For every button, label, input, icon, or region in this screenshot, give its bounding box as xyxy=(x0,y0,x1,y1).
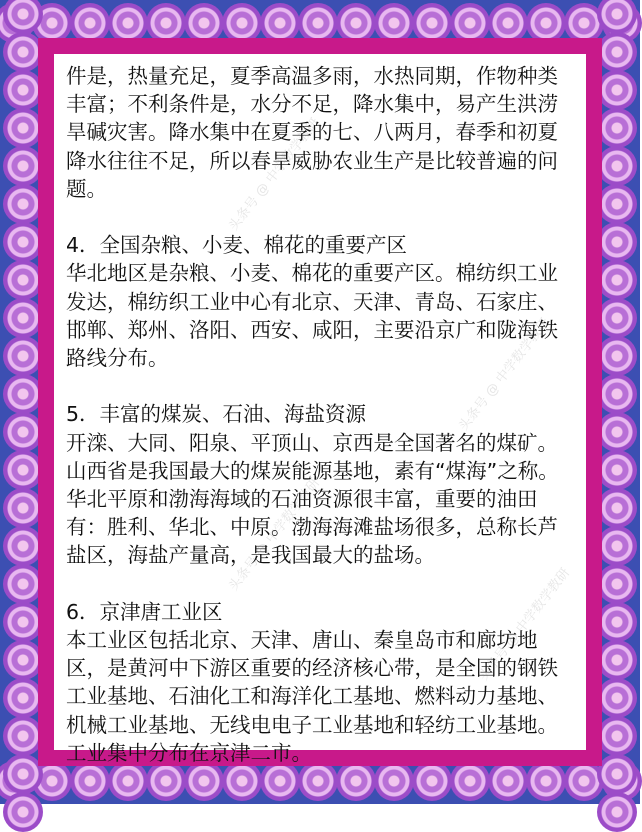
swirl-ornament xyxy=(3,146,43,186)
swirl-ornament xyxy=(597,488,637,528)
swirl-ornament xyxy=(3,70,43,110)
swirl-ornament xyxy=(412,3,452,43)
swirl-ornament xyxy=(3,108,43,148)
swirl-ornament xyxy=(597,564,637,604)
article-content xyxy=(66,62,578,767)
swirl-ornament xyxy=(597,260,637,300)
swirl-ornament xyxy=(3,450,43,490)
swirl-ornament xyxy=(450,3,490,43)
swirl-ornament xyxy=(3,298,43,338)
watermark: 头条号 @ 中学数学教研 xyxy=(476,565,574,684)
swirl-ornament xyxy=(597,108,637,148)
swirl-ornament xyxy=(597,450,637,490)
swirl-ornament xyxy=(597,526,637,566)
swirl-ornament xyxy=(222,3,262,43)
watermark: 头条号 @ 中学数学教研 xyxy=(456,315,554,434)
watermark: 头条号 @ 中学数学教研 xyxy=(226,115,324,234)
swirl-ornament xyxy=(597,222,637,262)
swirl-ornament xyxy=(298,3,338,43)
swirl-ornament xyxy=(3,184,43,224)
swirl-ornament xyxy=(3,716,43,756)
swirl-ornament xyxy=(597,374,637,414)
swirl-ornament xyxy=(184,3,224,43)
swirl-ornament xyxy=(3,374,43,414)
section-heading: 4．全国杂粮、小麦、棉花的重要产区 xyxy=(66,233,408,258)
swirl-ornament xyxy=(597,0,637,34)
swirl-ornament xyxy=(597,754,637,794)
swirl-ornament xyxy=(3,412,43,452)
swirl-ornament xyxy=(3,32,43,72)
swirl-ornament xyxy=(3,0,43,34)
section-body: 开滦、大同、阳泉、平顶山、京西是全国著名的煤矿。山西省是我国最大的煤炭能源基地，素有“煤海”之称。华北平原和渤海海域的石油资源很丰富，重要的油田有：胜利、华北、中原。渤海海滩盐场很多，总称长芦盐区，海盐产量高，是我国最大的盐场。 xyxy=(66,430,559,568)
swirl-ornament xyxy=(526,3,566,43)
swirl-ornament xyxy=(3,564,43,604)
swirl-ornament xyxy=(70,3,110,43)
swirl-ornament xyxy=(146,3,186,43)
section-body: 本工业区包括北京、天津、唐山、秦皇岛市和廊坊地区，是黄河中下游区重要的经济核心带，是全国的钢铁工业基地、石油化工和海洋化工基地、燃料动力基地、机械工业基地、无线电电子工业基地和轻纺工业基地。工业集中分布在京津二市。 xyxy=(66,628,558,765)
swirl-ornament xyxy=(597,412,637,452)
swirl-ornament xyxy=(597,184,637,224)
watermark: 头条号 @ 中学数学教研 xyxy=(226,475,324,594)
swirl-ornament xyxy=(3,640,43,680)
swirl-ornament xyxy=(3,526,43,566)
swirl-ornament xyxy=(597,336,637,376)
swirl-ornament xyxy=(597,146,637,186)
swirl-ornament xyxy=(3,488,43,528)
swirl-ornament xyxy=(597,602,637,642)
swirl-ornament xyxy=(374,3,414,43)
swirl-ornament xyxy=(336,3,376,43)
swirl-ornament xyxy=(597,716,637,756)
swirl-ornament xyxy=(597,640,637,680)
section-heading: 6．京津唐工业区 xyxy=(66,599,223,624)
swirl-ornament xyxy=(3,222,43,262)
swirl-ornament xyxy=(3,602,43,642)
swirl-ornament xyxy=(260,3,300,43)
swirl-ornament xyxy=(3,792,43,832)
section-heading: 5．丰富的煤炭、石油、海盐资源 xyxy=(66,402,367,427)
swirl-ornament xyxy=(597,32,637,72)
swirl-ornament xyxy=(597,298,637,338)
swirl-ornament xyxy=(488,3,528,43)
swirl-ornament xyxy=(597,70,637,110)
continuation-paragraph: 件是，热量充足，夏季高温多雨，水热同期，作物种类丰富；不利条件是，水分不足，降水集中，易产生洪涝旱碱灾害。降水集中在夏季的七、八两月，春季和初夏降水往往不足，所以春旱威胁农业生产是比较普遍的问题。 xyxy=(66,64,558,201)
swirl-ornament xyxy=(3,754,43,794)
section-body: 华北地区是杂粮、小麦、棉花的重要产区。棉纺织工业发达，棉纺织工业中心有北京、天津、青岛、石家庄、邯郸、郑州、洛阳、西安、咸阳，主要沿京广和陇海铁路线分布。 xyxy=(66,261,558,371)
swirl-ornament xyxy=(3,260,43,300)
swirl-ornament xyxy=(108,3,148,43)
swirl-ornament xyxy=(3,336,43,376)
text-panel xyxy=(54,54,586,765)
swirl-ornament xyxy=(597,678,637,718)
swirl-ornament xyxy=(3,678,43,718)
swirl-ornament xyxy=(597,792,637,832)
